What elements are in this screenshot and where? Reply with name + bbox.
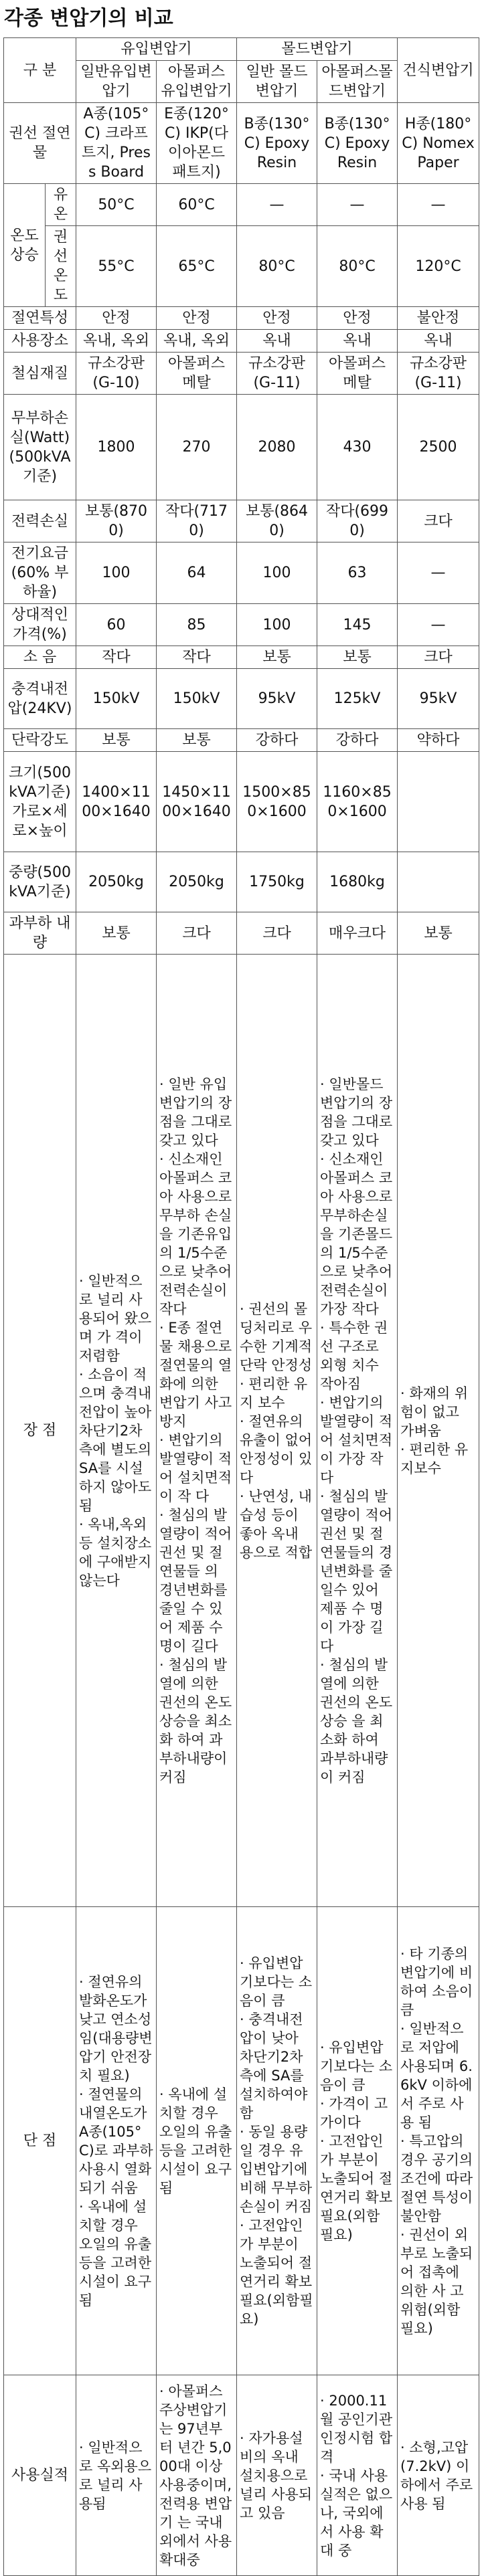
- row-label: 절연특성: [4, 307, 76, 330]
- bullet-text: · 아몰퍼스 주상변압기는 97년부터 년간 5,000대 이상 사용중이며, 전력용 변압기 는 국내외에서 사용확대중: [159, 2383, 232, 2568]
- bullet-text: · 절연유의 발화온도가 낮고 연소성임(대용량변압기 안전장치 필요) · 절연물의 내열온도가 A종(105°C)로 과부하 사용시 열화되기 쉬움 · 옥내에 설치할 경우 오일의 유출등을 고려한 시설이 요구됨: [79, 1973, 153, 2308]
- row-weight: [4, 852, 479, 912]
- cell: [157, 955, 237, 1907]
- cell: 1750kg: [237, 852, 317, 912]
- cell: 안정: [317, 307, 398, 330]
- header-mold-group: 몰드변압기: [237, 38, 398, 61]
- row-label: 중량(500kVA기준): [4, 852, 76, 912]
- cell: [398, 852, 479, 912]
- bullet-text: · 일반몰드 변압기의 장점을 그대로 갖고 있다 · 신소재인 아몰퍼스 코아 사용으로 무부하손실을 기존몰드의 1/5수준으로 낮추어 전력손실이 가장 작다 · 특수한 권선 구조로 외형 치수 작아짐 · 변압기의 발열량이 적어 설치면적이 가장 작다 · 철심의 발열량이 적어 권선 및 절연물들의 경년변화를 줄일수 있어 제품 수 명이 가장 길다 · 철심의 발열에 의한 권선의 온도상승 을 최소화 하여 과부하내량이 커짐: [320, 1076, 393, 1785]
- cell: [398, 955, 479, 1907]
- row-label: 권선온도: [46, 226, 76, 307]
- row-insulation-char: [4, 307, 479, 330]
- cell: 규소강판 (G-11): [237, 353, 317, 395]
- cell: 2500: [398, 395, 479, 500]
- cell: 145: [317, 604, 398, 646]
- cell: 64: [157, 542, 237, 604]
- cell: 100: [237, 542, 317, 604]
- cell: 80°C: [237, 226, 317, 307]
- cell: 430: [317, 395, 398, 500]
- cell: 2050kg: [157, 852, 237, 912]
- cell: B종(130°C) Epoxy Resin: [237, 103, 317, 184]
- cell: 강하다: [237, 729, 317, 752]
- cell: 60: [76, 604, 157, 646]
- row-label: 유온: [46, 184, 76, 226]
- row-label: 크기(500kVA기준) 가로×세로×높이: [4, 752, 76, 852]
- header-col: 아몰퍼스 유입변압기: [157, 61, 237, 103]
- page-title: 각종 변압기의 비교: [4, 7, 173, 30]
- cell: 규소강판 (G-11): [398, 353, 479, 395]
- cell: 2080: [237, 395, 317, 500]
- header-gubun: 구 분: [4, 38, 76, 103]
- header-col: 아몰퍼스몰드변압기: [317, 61, 398, 103]
- bullet-text: · 일반적으로 옥외용으로 널리 사용됨: [79, 2439, 152, 2512]
- cell: [76, 955, 157, 1907]
- row-label: 과부하 내량: [4, 912, 76, 955]
- row-merits: [4, 955, 479, 1907]
- header-col: 일반 몰드변압기: [237, 61, 317, 103]
- bullet-text: · 화재의 위험이 없고 가벼움 · 편리한 유지보수: [400, 1385, 469, 1476]
- row-short-circuit: [4, 729, 479, 752]
- header-col: 일반유입변압기: [76, 61, 157, 103]
- bullet-text: · 유입변압기보다는 소음이 큼 · 가격이 고가이다 · 고전압인가 부분이 노출되어 절연거리 확보 필요(외함 필요): [320, 2039, 393, 2243]
- cell: 옥내: [237, 330, 317, 353]
- cell: —: [317, 184, 398, 226]
- comparison-table: [3, 37, 479, 2576]
- cell: 크다: [398, 646, 479, 669]
- cell: A종(105°C) 크라프트지, Press Board: [76, 103, 157, 184]
- cell: 100: [237, 604, 317, 646]
- cell: [317, 955, 398, 1907]
- cell: [76, 1907, 157, 2375]
- cell: 작다: [76, 646, 157, 669]
- row-label: 사용실적: [4, 2375, 76, 2576]
- bullet-text: · 2000.11월 공인기관 인정시험 합격 · 국내 사용실적은 없으나, 국외에서 사용 확대 중: [320, 2392, 393, 2559]
- cell: [237, 1907, 317, 2375]
- cell: 작다(7170): [157, 500, 237, 542]
- cell: 강하다: [317, 729, 398, 752]
- cell: 크다: [398, 500, 479, 542]
- row-label: 장 점: [4, 955, 76, 1907]
- row-core: [4, 353, 479, 395]
- cell: [157, 1907, 237, 2375]
- row-label: 충격내전압(24KV): [4, 669, 76, 729]
- cell: 150kV: [157, 669, 237, 729]
- row-label: 권선 절연물: [4, 103, 76, 184]
- cell: 불안정: [398, 307, 479, 330]
- cell: —: [398, 604, 479, 646]
- row-label: 철심재질: [4, 353, 76, 395]
- cell: 보통: [76, 912, 157, 955]
- cell: 크다: [157, 912, 237, 955]
- row-oil-temp: [4, 184, 479, 226]
- cell: 크다: [237, 912, 317, 955]
- row-insulation: [4, 103, 479, 184]
- cell: 보통: [157, 729, 237, 752]
- row-energy-cost: [4, 542, 479, 604]
- cell: [398, 1907, 479, 2375]
- cell: 작다(6990): [317, 500, 398, 542]
- cell: 60°C: [157, 184, 237, 226]
- row-label: 전기요금(60% 부하율): [4, 542, 76, 604]
- cell: 아몰퍼스 메탈: [157, 353, 237, 395]
- bullet-text: · 일반적으로 널리 사용되어 왔으며 가 격이 저렴함 · 소음이 적으며 충격내전압이 높아 차단기2차측에 별도의 SA를 시설하지 않아도 됨 · 옥내,옥외등 설치장소에 구애받지 않는다: [79, 1272, 152, 1589]
- cell: 안정: [157, 307, 237, 330]
- row-size: [4, 752, 479, 852]
- cell: —: [237, 184, 317, 226]
- cell: 1800: [76, 395, 157, 500]
- cell: 안정: [76, 307, 157, 330]
- bullet-text: · 옥내에 설치할 경우 오일의 유출등을 고려한 시설이 요구됨: [159, 2086, 232, 2196]
- cell: 100: [76, 542, 157, 604]
- row-winding-temp: [4, 226, 479, 307]
- header-oil-group: 유입변압기: [76, 38, 237, 61]
- bullet-text: · 타 기종의 변압기에 비하여 소음이 큼 · 일반적으로 저압에 사용되며 6.6kV 이하에서 주로 사용 됨 · 특고압의 경우 공기의 조건에 따라 절연 특성이 불안함 · 권선이 외부로 노출되어 접촉에 의한 사 고 위험(외함 필요): [400, 1945, 473, 2337]
- cell: B종(130°C) Epoxy Resin: [317, 103, 398, 184]
- cell: 65°C: [157, 226, 237, 307]
- cell: 규소강판 (G-10): [76, 353, 157, 395]
- cell: 보통(8700): [76, 500, 157, 542]
- cell: 63: [317, 542, 398, 604]
- row-label: 전력손실: [4, 500, 76, 542]
- cell: [157, 2375, 237, 2576]
- cell: 1680kg: [317, 852, 398, 912]
- row-noload-loss: [4, 395, 479, 500]
- cell: [237, 2375, 317, 2576]
- row-label: 소 음: [4, 646, 76, 669]
- row-label: 사용장소: [4, 330, 76, 353]
- row-power-loss: [4, 500, 479, 542]
- cell: [237, 955, 317, 1907]
- cell: H종(180°C) Nomex Paper: [398, 103, 479, 184]
- cell: 80°C: [317, 226, 398, 307]
- cell: 1500×850×1600: [237, 752, 317, 852]
- cell: E종(120°C) IKP(다이아몬드 패트지): [157, 103, 237, 184]
- cell: 약하다: [398, 729, 479, 752]
- row-label: 무부하손실(Watt) (500kVA기준): [4, 395, 76, 500]
- cell: 작다: [157, 646, 237, 669]
- cell: 옥내, 옥외: [76, 330, 157, 353]
- bullet-text: · 소형,고압(7.2kV) 이하에서 주로 사용 됨: [400, 2439, 473, 2512]
- cell: 보통: [398, 912, 479, 955]
- row-overload: [4, 912, 479, 955]
- row-label: 단 점: [4, 1907, 76, 2375]
- bullet-text: · 자가용설비의 옥내 설치용으로 널리 사용되고 있음: [240, 2430, 313, 2521]
- temp-group-label: 온도상승: [4, 184, 46, 307]
- cell: —: [398, 542, 479, 604]
- cell: [398, 2375, 479, 2576]
- header-dry: 건식변압기: [398, 38, 479, 103]
- cell: 125kV: [317, 669, 398, 729]
- row-place: [4, 330, 479, 353]
- cell: [398, 752, 479, 852]
- cell: 아몰퍼스 메탈: [317, 353, 398, 395]
- row-impulse: [4, 669, 479, 729]
- cell: [76, 2375, 157, 2576]
- cell: 1450×1100×1640: [157, 752, 237, 852]
- bullet-text: · 유입변압기보다는 소음이 큼 · 충격내전압이 낮아 차단기2차측에 SA를 설치하여야 함 · 동일 용량일 경우 유입변압기에 비해 무부하 손실이 커짐 · 고전압인가 부분이 노출되어 절연거리 확보 필요(외함필요): [240, 1955, 313, 2327]
- row-relative-price: [4, 604, 479, 646]
- cell: 옥내: [398, 330, 479, 353]
- cell: —: [398, 184, 479, 226]
- cell: 95kV: [398, 669, 479, 729]
- cell: 옥내, 옥외: [157, 330, 237, 353]
- cell: 1400×1100×1640: [76, 752, 157, 852]
- cell: [317, 1907, 398, 2375]
- row-label: 단락강도: [4, 729, 76, 752]
- row-demerits: [4, 1907, 479, 2375]
- row-label: 상대적인 가격(%): [4, 604, 76, 646]
- bullet-text: · 권선의 몰딩처리로 우수한 기계적 단락 안정성 · 편리한 유지 보수 · 절연유의 유출이 없어 안정성이 있다 · 난연성, 내습성 등이 좋아 옥내 용으로 적합: [240, 1300, 313, 1561]
- cell: 50°C: [76, 184, 157, 226]
- cell: 95kV: [237, 669, 317, 729]
- cell: 보통: [76, 729, 157, 752]
- cell: 150kV: [76, 669, 157, 729]
- cell: 1160×850×1600: [317, 752, 398, 852]
- row-noise: [4, 646, 479, 669]
- cell: 보통: [237, 646, 317, 669]
- cell: 보통: [317, 646, 398, 669]
- cell: 55°C: [76, 226, 157, 307]
- cell: 270: [157, 395, 237, 500]
- cell: 120°C: [398, 226, 479, 307]
- row-record: [4, 2375, 479, 2576]
- header-row-groups: [4, 38, 479, 61]
- cell: 85: [157, 604, 237, 646]
- cell: [317, 2375, 398, 2576]
- cell: 보통(8640): [237, 500, 317, 542]
- cell: 매우크다: [317, 912, 398, 955]
- cell: 안정: [237, 307, 317, 330]
- cell: 2050kg: [76, 852, 157, 912]
- cell: 옥내: [317, 330, 398, 353]
- bullet-text: · 일반 유입변압기의 장점을 그대로 갖고 있다 · 신소재인 아몰퍼스 코아 사용으로 무부하 손실을 기존유입의 1/5수준으로 낮추어 전력손실이 작다 · E종 절연물 채용으로 절연물의 열화에 의한 변압기 사고방지 · 변압기의 발열량이 적어 설치면적이 작 다 · 철심의 발열량이 적어 권선 및 절연물들 의 경년변화를 줄일 수 있어 제품 수명이 길다 · 철심의 발열에 의한 권선의 온도상승을 최소화 하여 과부하내량이 커짐: [159, 1076, 232, 1785]
